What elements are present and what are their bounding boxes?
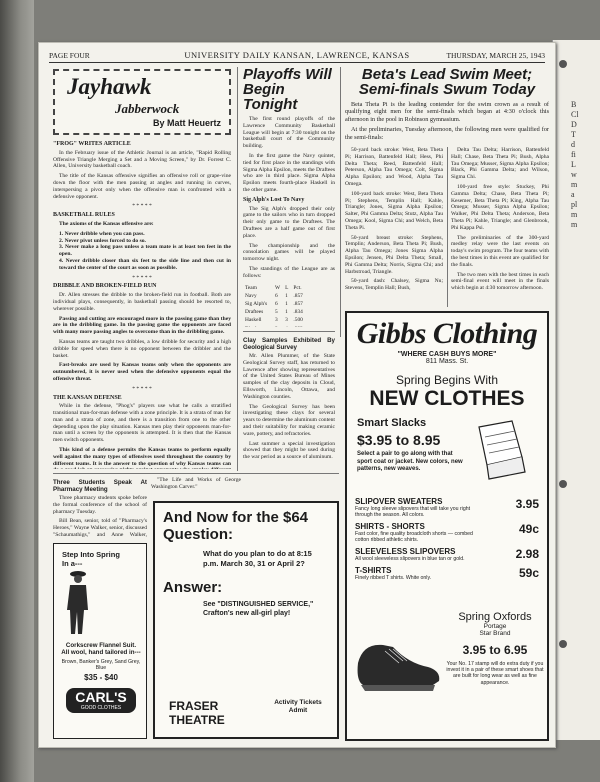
table-cell: Haskell [245,317,262,324]
carls-ad [53,543,147,739]
pharmacy-article [53,477,147,539]
binder-hole [559,640,567,648]
table-header-row [245,285,306,291]
paragraph: The championship and the consolation games will be played tomorrow night. [243,242,335,263]
item-name: SHIRTS - SHORTS [355,522,425,531]
paragraph: The standings of the League are as follows: [243,265,335,279]
section-divider [53,473,339,474]
article-headline: Clay Samples Exhibited By Geological Survey [243,337,335,351]
jayhawk-column [53,139,231,469]
paragraph: Kansas teams are taught two dribbles, a low dribble for security and a high dribble for speed when there is no opponent between the dribbler and the basket. [53,338,231,359]
adjacent-text: B Cl D T d fi L w m a pl m m [571,100,579,229]
venue [169,699,225,727]
paragraph: Three pharmacy students spoke before the formal conference of the school of pharmacy Tuesday. [53,495,147,515]
paragraph: The Sig Alph's dropped their only game to the sailors who in turn dropped their only game to the Draftees. The Draftees are a half game out of first place. [243,205,335,239]
oxfords-desc: Your No. 17 stamp will do extra duty if you invest it in a pair of these smart shoes that are built for long wear as well as fine appearance. [446,661,544,686]
new-clothes-heading: NEW CLOTHES [369,387,525,410]
slacks-title: Smart Slacks [357,417,427,429]
table-cell: 6 [275,292,278,299]
paragraph: This kind of a defense permits the Kansas teams to perform equally well against the many types of offensives used throughout the country by different teams. It is the answer to the question of why Kansas teams can [53,447,231,467]
slacks-price: $3.95 to 8.95 [357,432,441,448]
pharmacy-continued [151,477,241,497]
oxfords-text [445,611,545,686]
rule-item: 3. Never make a long pass unless a team mate is at least ten feet in the open. [59,244,231,258]
item-price: 49c [518,522,539,536]
page-header [49,49,545,63]
table-cell: Draftees [245,309,264,316]
slacks-text [357,417,467,487]
table-header: Team [245,284,257,291]
paragraph: Bill Bean, senior, told of "Pharmacy's Heroes," Wayne Walker, senior, discussed "Schaumathigs," and Anne Walker, [53,518,147,538]
slacks-illustration-icon [467,417,537,487]
article-headline: Three Students Speak At Pharmacy Meeting [53,479,147,493]
table-row [245,326,306,327]
table-header: W [275,284,281,291]
gibbs-tagline: "WHERE CASH BUYS MORE" [397,351,497,358]
list-item [355,566,539,581]
masthead: UNIVERSITY DAILY KANSAN, LAWRENCE, KANSAS [184,50,410,60]
table-cell: 3 [275,317,278,324]
column-rule [237,67,238,471]
suit-desc: All wool, hand tailored in--- [61,649,141,656]
table-header: L [285,284,289,291]
table-cell [275,326,283,327]
gibbs-logo: Gibbs Clothing [356,317,538,350]
carls-logo-text: CARL'S [75,689,127,705]
table-cell: 6 [275,300,278,307]
column-rule [340,67,341,337]
column-title-box [53,69,231,135]
table-cell: 1 [285,309,288,316]
divider-stars: * * * * * [132,274,152,281]
oxfords-sub: Portage [483,623,507,630]
suit-price: $35 - $40 [84,673,118,682]
carls-logo-sub: GOOD CLOTHES [80,705,122,711]
item-name: SLIPOVER SWEATERS [355,497,443,506]
adjacent-page-edge [552,40,600,740]
paragraph: Passing and cutting are encouraged more in the passing game than they are in the dribbling game. In the passing game the opponents are faced with many more passing angles to overcome than in the dribbling game. [53,315,231,336]
table-cell: .857 [293,292,303,299]
table-row [245,301,306,307]
section-head: DRIBBLE AND BROKEN-FIELD RUN [53,283,157,290]
list-item [355,547,539,562]
item-name: SLEEVELESS SLIPOVERS [355,547,456,556]
article-divider [243,331,335,332]
table-row [245,293,306,299]
swim-lede [345,101,549,143]
table-cell: 1 [285,292,288,299]
paragraph: The first round playoffs of the Lawrence Community Basketball League will begin at 7:30 tonight on the basketball court of the Community building. [243,116,335,150]
subhead: Sig Alph's Lost To Navy [243,196,305,203]
item-price: 3.95 [515,497,539,511]
table-cell: 1 [285,300,288,307]
ad-headline: Question: [163,526,233,543]
playoffs-article [243,67,335,327]
rule-item: 4. Never dribble closer than six feet to the side line and then cut in toward the center of the court as soon as possible. [59,257,231,271]
slacks-section [347,417,547,487]
ad-line: Step Into Spring [62,550,120,559]
oxfords-price: 3.95 to 6.95 [462,643,528,657]
byline: By Matt Heuertz [152,118,221,128]
swim-column-right [451,147,549,307]
tickets-note: Activity Tickets Admit [274,699,322,714]
table-cell: 3 [285,317,288,324]
paragraph: Delta Tau Delta; Harrison, Battenfeld Hall; Chase, Beta Theta Pi; Bush, Alpha Tau Omega; Musser, Sigma Alpha Epsilon; Black, Phi Gamma Delta; and Wilson, Sigma Chi. [451,147,549,181]
spring-line: Spring Begins With [395,373,499,387]
paragraph: 100-yard back stroke: West, Beta Theta Pi; Stephens, Templin Hall; Kahle, Triangle; Jones, Sigma Alpha Epsilon; Salter, Phi Gamma Delta; Stutz, Alpha Tau Omega; Kool, Sigma Chi; and Welch, Beta Theta Pi. [345,190,443,231]
paragraph: "The Life and Works of George Washington Carver." [151,477,241,490]
slacks-desc: Select a pair to go along with that sport coat or jacket. New colors, new patterns, new weaves. [357,451,463,472]
column-title-line1: Jayhawk [67,74,152,99]
paragraph: 50-yard back stroke: West, Beta Theta Pi; Harrison, Battenfeld Hall; Hess, Phi Delta Theta; Reed, Battenfeld Hall; Peterson, Alpha Tau Omega; Colt, Sigma Alpha Epsilon; and Wood, Alpha Tau Omega. [345,147,443,187]
standings-table [243,283,308,327]
item-desc: Fancy long sleeve slipovers that will take you right through the season. All colors. [355,506,471,518]
table-header: Pct. [293,284,302,291]
item-name: T-SHIRTS [355,566,392,575]
section-head: "FROG" WRITES ARTICLE [53,141,131,147]
items-list [347,487,547,581]
paragraph: In the first game the Navy quintet, tied for first place in the standings with Sigma Alpha Epsilon, meets the Draftees who are in third place. Sigma Alpha Epsilon meets fourth-place Haskell in the other game. [243,152,335,193]
table-cell [293,326,305,327]
divider-stars: * * * * * [132,385,152,392]
oxfords-title: Spring Oxfords [458,611,532,623]
rule-item: 1. Never dribble when you can pass. [59,230,145,237]
table-cell: Navy [245,292,257,299]
paragraph: Beta Theta Pi is the leading contender for the swim crown as a result of qualifying eight men for the semi-finals which began at 4:30 o'clock this afternoon in the pool in Robinson gymnasium. [345,101,549,123]
item-desc: Finely ribbed T shirts. White only. [355,575,432,581]
paragraph: 50-yard dash: Chalsey, Sigma Nu; Stevens, Templin Hall; Bush, [345,278,443,292]
table-cell: .500 [293,317,303,324]
swim-column-left [345,147,443,307]
paragraph: The title of the Kansas offensive signifies an offensive roll or grape-vine down the floor with the men passing at angles and running in curves, interspersing a pivot only when the offensive man is confronted with a defensive opponent. [53,173,231,200]
table-cell: 5 [275,309,278,316]
table-row [245,309,306,315]
item-desc: Fast color, fine quality broadcloth shorts — combed cotton ribbed athletic shirts. [355,531,473,543]
column-title-line2: Jabberwock [115,101,180,116]
gibbs-clothing-ad [345,311,549,741]
ad-question: What do you plan to do at 8:15 p.m. March 30, 31 or April 2? [203,549,312,568]
ad-headline: And Now for the $64 [163,509,309,526]
paragraph: The axioms of the Kansas offensive are: [59,220,154,227]
paragraph: In the February issue of the Athletic Journal is an article, "Rapid Rolling Offensive Triangle Merging a Set and a Moving Screen," by Dr. Forrest C. Allen, University basketball coach. [53,149,231,170]
table-cell [245,326,273,327]
section-head: THE KANSAN DEFENSE [53,394,122,401]
swim-headline: Beta's Lead Swim Meet; Semi-finals Swum Today [358,66,536,98]
paragraph: The Geological Survey has been investigating these clays for several years to determine the aluminum content and their suitability for making ceramic ware, pottery, and refractories. [243,403,335,437]
oxfords-section [347,611,547,739]
article-headline: Playoffs Will Begin Tonight [243,67,332,113]
binding-spine [0,0,34,782]
paragraph: Fast-breaks are used by Kansas teams only when the opponents are outnumbered, it is never used when the defensive opponents equal the offensive threat. [53,362,231,382]
clay-article [243,335,335,469]
ad-line: In a--- [62,559,83,568]
gibbs-address: 811 Mass. St. [425,358,469,365]
paragraph: 50-yard breast stroke: Stephens, Templin; Anderson, Beta Theta Pi; Bush, Alpha Tau Omega; Jones Sigma Alpha Epsilon; Jensen, Phi Delta Theta; Small, Phi Gamma Delta; Norris, Sigma Chi; and Harbstroad, Triangle. [345,234,443,275]
item-price: 59c [518,566,539,580]
issue-date: THURSDAY, MARCH 25, 1943 [446,51,545,60]
paragraph: While in the defense, "Phog's" players use what he calls a stratified transitional man-for-man defense with a zone principle. It is a strata of man for man and a strata of zone, and there is a transition from one to the other depending upon the play situation. Kansas men play their opponents man-for-man until a screen by the opponents is attempted. It is then that the Kansas men switch opponents. [53,403,231,444]
ad-answer-label: Answer: [163,579,223,596]
paragraph: The two men with the best times in each semi-final event will meet in the finals which begin at 4:30 tomorrow afternoon. [451,271,549,292]
oxfords-sub: Star Brand [479,630,511,637]
table-row [245,317,306,323]
newspaper-page [38,42,556,748]
paragraph: At the preliminaries, Tuesday afternoon, the following men were qualified for the semi-finals: [345,126,549,141]
suit-colors: Brown, Banker's Grey, Sand Grey, Blue [61,659,141,671]
item-price: 2.98 [515,547,539,561]
ad-answer: See "DISTINGUISHED SERVICE," Crafton's new all-girl play! [203,601,314,617]
binder-hole [559,60,567,68]
paragraph: The preliminaries of the 300-yard medley relay were the last events on today's swim program. The four teams with the best times in this event are qualified for the finals. [451,234,549,268]
table-cell: .857 [293,300,303,307]
table-cell: .834 [293,309,303,316]
page-number: PAGE FOUR [49,51,90,60]
column-rule [447,147,448,307]
venue-line: THEATRE [169,713,225,727]
binder-hole [559,480,567,488]
carls-ad-body [58,642,144,713]
section-head: BASKETBALL RULES [53,212,115,219]
paragraph: 100-yard free style: Stuckey, Phi Gamma Delta; Chase, Beta Theta Pi; Kesemer, Beta Theta Pi; King, Alpha Tau Omega; Musser, Sigma Alpha Epsilon; Walker, Phi Delta Theta; Anderson, Beta Theta Pi; Kahle, Triangle; and Glenbrook, Phi Kappa Psi. [451,183,549,231]
carls-logo [66,688,136,713]
shoe-illustration-icon [353,633,443,703]
table-cell: Sig Alph's [245,300,268,307]
paragraph: Mr. Allen Plummer, of the State Geological Survey staff, has returned to Lawrence after showing representatives of the United States Bureau of Mines samples of the clay deposits in Cloud, Ellsworth, Lincoln, Ottawa, and Washington counties. [243,353,335,400]
paragraph: Dr. Allen stresses the dribble to the broken-field run in football. Both are individual plays, consequently, in basketball passing should be resorted to, wherever possible. [53,292,231,312]
divider-stars: * * * * * [132,203,152,210]
table-cell [285,326,291,327]
item-desc: All wool sleeveless slipovers in blue tan or gold. [355,556,465,562]
list-item [355,522,539,543]
fraser-theatre-ad [153,501,339,739]
paragraph: Last summer a special investigation showed that they might be used during the war period as a source of aluminum. [243,440,335,461]
venue-line: FRASER [169,699,219,713]
suit-name: Corkscrew Flannel Suit. [65,642,137,649]
man-in-suit-illustration-icon [58,568,98,636]
list-item [355,497,539,518]
rule-item: 2. Never pivot unless forced to do so. [59,237,146,244]
